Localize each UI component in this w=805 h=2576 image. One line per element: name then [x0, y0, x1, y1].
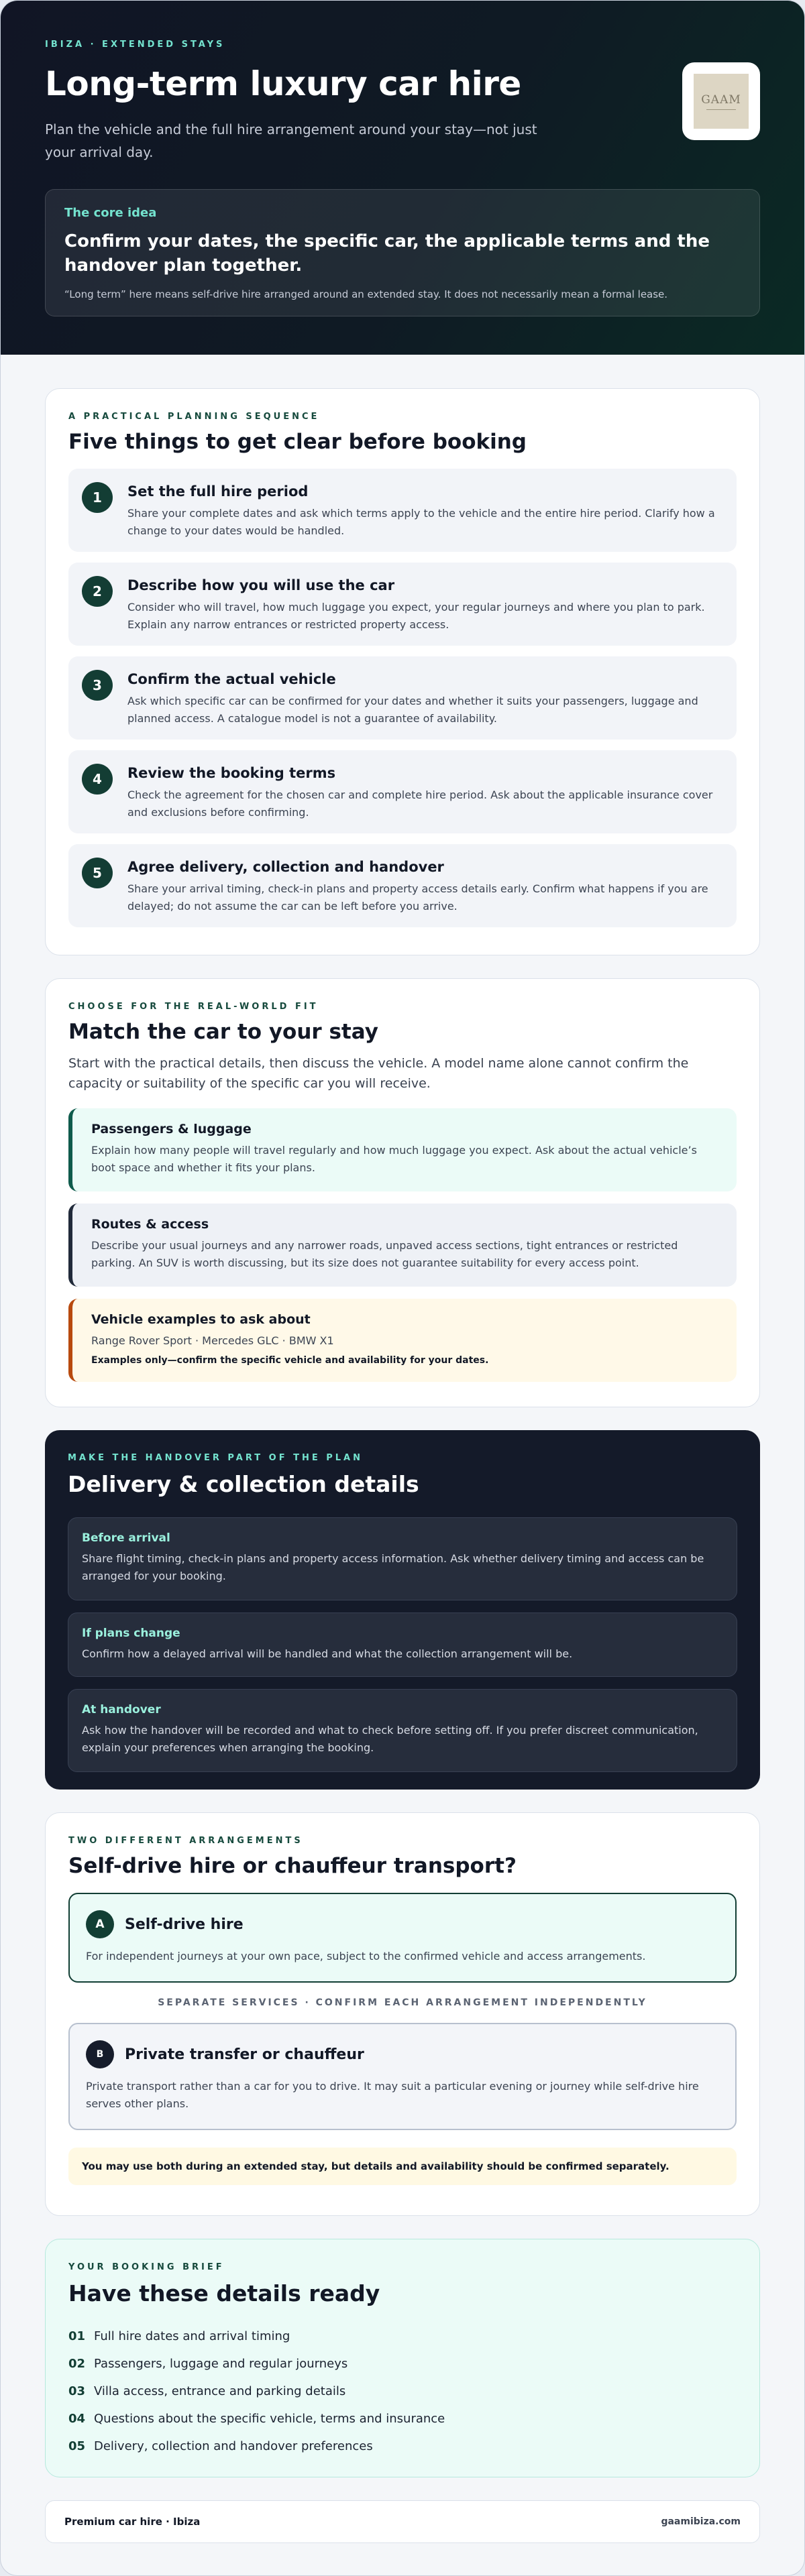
delivery-title: Delivery & collection details [68, 1471, 419, 1497]
booking-brief-card [45, 2239, 760, 2477]
step-item [68, 656, 737, 740]
plans-change-box [68, 1613, 737, 1677]
list-item [68, 2350, 737, 2378]
fit-box-title: Routes & access [91, 1217, 209, 1232]
core-idea-label: The core idea [64, 206, 157, 220]
choice-note: You may use both during an extended stay, but details and availability should be confirmed separately. [68, 2148, 737, 2185]
step-description: Ask which specific car can be confirmed for your dates and whether it suits your passengers, luggage and planned access. A catalogue model is not a guarantee of availability. [127, 695, 698, 725]
brief-item-number: 05 [68, 2439, 86, 2453]
logo-text: GAAM [701, 93, 741, 107]
option-badge: B [86, 2040, 114, 2068]
arrangement-choice-card [45, 1812, 760, 2216]
delivery-eyebrow: MAKE THE HANDOVER PART OF THE PLAN [68, 1453, 364, 1463]
fit-box-description: Explain how many people will travel regularly and how much luggage you expect. Ask about the actual vehicle’s boot space and whether it fits your plans. [91, 1144, 697, 1174]
logo-mark [694, 74, 749, 129]
footer-tagline: Premium car hire · Ibiza [64, 2516, 201, 2528]
step-description: Check the agreement for the chosen car and complete hire period. Ask about the applicable insurance cover and exclusions before confirming. [127, 788, 713, 819]
logo-divider [706, 109, 736, 110]
fit-eyebrow: CHOOSE FOR THE REAL-WORLD FIT [68, 1002, 319, 1012]
delivery-collection-card [45, 1430, 760, 1790]
list-item [68, 2433, 737, 2460]
option-title: Self-drive hire [125, 1916, 244, 1933]
vehicle-examples-box [68, 1299, 737, 1382]
vehicle-examples-note: Examples only—confirm the specific vehicle and availability for your dates. [91, 1355, 489, 1366]
hero-lead: Plan the vehicle and the full hire arrangement around your stay—not just your arrival day. [45, 121, 537, 160]
fit-title: Match the car to your stay [68, 1020, 378, 1044]
core-idea-note: “Long term” here means self-drive hire arranged around an extended stay. It does not necessarily mean a formal lease. [64, 288, 668, 300]
option-badge: A [86, 1910, 114, 1938]
core-idea-box [45, 189, 760, 316]
planning-steps-card [45, 388, 760, 955]
option-header [86, 2040, 719, 2068]
brief-item-text: Passengers, luggage and regular journeys [94, 2357, 348, 2371]
option-title: Private transfer or chauffeur [125, 2046, 364, 2063]
page-title: Long-term luxury car hire [45, 64, 521, 103]
step-description: Consider who will travel, how much luggage you expect, your regular journeys and where you plan to park. Explain any narrow entrances or restricted property access. [127, 601, 705, 631]
step-number-badge: 1 [82, 482, 113, 513]
step-item [68, 563, 737, 646]
option-chauffeur [68, 2023, 737, 2130]
steps-list [68, 469, 737, 927]
choice-eyebrow: TWO DIFFERENT ARRANGEMENTS [68, 1836, 303, 1846]
brief-item-number: 03 [68, 2384, 86, 2398]
step-title: Agree delivery, collection and handover [127, 859, 444, 875]
fit-box-title: Passengers & luggage [91, 1122, 252, 1136]
brief-title: Have these details ready [68, 2280, 380, 2306]
option-description: For independent journeys at your own pace, subject to the confirmed vehicle and access arrangements. [86, 1950, 646, 1963]
list-item [68, 2378, 737, 2405]
list-item [68, 2323, 737, 2350]
brief-list [68, 2323, 737, 2460]
brief-item-text: Questions about the specific vehicle, terms and insurance [94, 2412, 445, 2426]
step-title: Review the booking terms [127, 765, 336, 781]
fit-box-title: Vehicle examples to ask about [91, 1312, 311, 1327]
footer [45, 2500, 760, 2543]
brief-item-text: Full hire dates and arrival timing [94, 2329, 290, 2343]
at-handover-box [68, 1689, 737, 1772]
before-arrival-box [68, 1517, 737, 1600]
step-number-badge: 3 [82, 670, 113, 701]
step-title: Confirm the actual vehicle [127, 671, 336, 687]
delivery-box-title: If plans change [82, 1627, 180, 1640]
steps-title: Five things to get clear before booking [68, 430, 527, 454]
fit-box-description: Describe your usual journeys and any narrower roads, unpaved access sections, tight entrances or restricted parking. An SUV is worth discussing, but its size does not guarantee suitability for every access point. [91, 1239, 678, 1269]
step-number-badge: 4 [82, 764, 113, 795]
step-title: Set the full hire period [127, 483, 309, 500]
delivery-box-title: At handover [82, 1703, 161, 1716]
brief-item-number: 02 [68, 2357, 86, 2371]
brand-logo[interactable] [682, 62, 760, 140]
step-number-badge: 2 [82, 576, 113, 607]
delivery-box-description: Ask how the handover will be recorded and what to check before setting off. If you prefer discreet communication, explain your preferences when arranging the booking. [82, 1724, 698, 1754]
routes-access-box [68, 1204, 737, 1287]
step-description: Share your arrival timing, check-in plans and property access details early. Confirm what happens if you are delayed; do not assume the car can be left before you arrive. [127, 882, 708, 913]
brief-item-text: Delivery, collection and handover preferences [94, 2439, 373, 2453]
option-description: Private transport rather than a car for you to drive. It may suit a particular evening or journey while self-drive hire serves other plans. [86, 2080, 699, 2110]
brief-item-text: Villa access, entrance and parking details [94, 2384, 346, 2398]
option-self-drive [68, 1893, 737, 1983]
step-item [68, 469, 737, 552]
brief-item-number: 01 [68, 2329, 86, 2343]
option-header [86, 1910, 719, 1938]
step-title: Describe how you will use the car [127, 577, 395, 593]
options-separator: SEPARATE SERVICES · CONFIRM EACH ARRANGEMENT INDEPENDENTLY [158, 1997, 647, 2008]
steps-eyebrow: A PRACTICAL PLANNING SEQUENCE [68, 412, 320, 422]
choice-title: Self-drive hire or chauffeur transport? [68, 1854, 517, 1878]
delivery-list [68, 1517, 737, 1772]
step-description: Share your complete dates and ask which terms apply to the vehicle and the entire hire period. Clarify how a change to your dates would be handled. [127, 507, 715, 537]
hero-eyebrow: IBIZA · EXTENDED STAYS [45, 40, 225, 50]
delivery-box-description: Share flight timing, check-in plans and property access information. Ask whether delivery timing and access can be arranged for your booking. [82, 1552, 704, 1582]
step-item [68, 750, 737, 833]
core-idea-title: Confirm your dates, the specific car, the applicable terms and the handover plan together. [64, 231, 710, 276]
vehicle-examples-list: Range Rover Sport · Mercedes GLC · BMW X1 [91, 1334, 334, 1347]
brief-eyebrow: YOUR BOOKING BRIEF [68, 2262, 225, 2272]
step-item [68, 844, 737, 927]
brief-item-number: 04 [68, 2412, 86, 2426]
delivery-box-title: Before arrival [82, 1531, 170, 1545]
step-number-badge: 5 [82, 858, 113, 888]
passengers-luggage-box [68, 1108, 737, 1191]
hero-section [1, 1, 804, 355]
vehicle-fit-card [45, 978, 760, 1407]
delivery-box-description: Confirm how a delayed arrival will be handled and what the collection arrangement will be. [82, 1647, 573, 1660]
list-item [68, 2405, 737, 2433]
fit-intro: Start with the practical details, then discuss the vehicle. A model name alone cannot confirm the capacity or suitability of the specific car you will receive. [68, 1056, 689, 1091]
footer-site-link[interactable]: gaamibiza.com [661, 2516, 741, 2527]
fit-list [68, 1108, 737, 1382]
